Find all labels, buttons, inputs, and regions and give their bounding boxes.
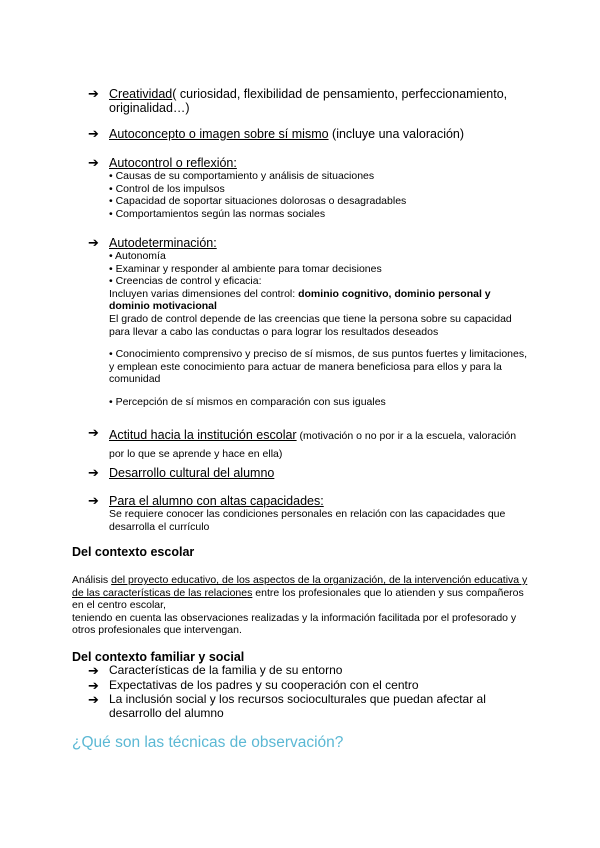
item-heading: Actitud hacia la institución escolar (109, 428, 297, 442)
bullet-item: • Examinar y responder al ambiente para tomar decisiones (109, 262, 382, 275)
bullet-item: • Capacidad de soportar situaciones dolorosas o desagradables (109, 195, 407, 208)
dimensions-bold: dominio cognitivo, dominio personal y dominio motivacional (109, 287, 491, 313)
school-p-rest: entre los profesionales que lo atienden y sus compañeros en el centro escolar, (72, 586, 524, 612)
item-heading-rest: (incluye una valoración) (328, 127, 465, 141)
list-item-creatividad (88, 87, 528, 115)
arrow-icon: ➔ (88, 425, 99, 440)
family-item (88, 679, 528, 693)
control-paragraph: El grado de control depende de las creencias que tiene la persona sobre su capacidad para llevar a cabo las conductas o para lograr los resultados deseados (109, 312, 512, 338)
list-item-altas-capacidades (88, 494, 528, 533)
list-item-desarrollo-cultural (88, 466, 528, 480)
family-item (88, 664, 528, 678)
dimensions-prefix: Incluyen varias dimensiones del control: (109, 287, 299, 300)
heading-observation-techniques: ¿Qué son las técnicas de observación? (72, 734, 344, 751)
bullet-item: • Autonomía (109, 250, 166, 262)
school-paragraph (72, 574, 532, 637)
item-heading: Creatividad (109, 87, 173, 101)
item-heading: Desarrollo cultural del alumno (109, 466, 275, 480)
knowledge-paragraph: • Conocimiento comprensivo y preciso de sí mismos, de sus puntos fuertes y limitaciones, y emplean este conocimiento para actuar de manera beneficiosa para ellos y para la comunidad (109, 348, 528, 386)
section-title-school: Del contexto escolar (72, 545, 195, 559)
control-dimensions (109, 288, 528, 313)
item-heading: Autodeterminación: (109, 236, 217, 250)
bullet-item: • Causas de su comportamiento y análisis de situaciones (109, 170, 375, 182)
bullet-item: • Control de los impulsos (109, 182, 225, 195)
family-item (88, 693, 508, 721)
arrow-icon: ➔ (88, 235, 99, 250)
family-item-text: Expectativas de los padres y su cooperación con el centro (109, 678, 419, 692)
arrow-icon: ➔ (88, 155, 99, 170)
arrow-icon: ➔ (88, 126, 99, 141)
arrow-icon: ➔ (88, 663, 99, 678)
list-item-autodeterminacion (88, 236, 528, 409)
section-title-family: Del contexto familiar y social (72, 650, 245, 664)
family-item-text: La inclusión social y los recursos socioculturales que puedan afectar al desarrollo del alumno (109, 692, 486, 720)
school-p-underlined: del proyecto educativo, de los aspectos de la organización, de la intervención educativa y de las características de las relaciones (72, 574, 528, 599)
list-item-autocontrol (88, 156, 528, 220)
item-heading: Para el alumno con altas capacidades: (109, 494, 324, 508)
family-item-text: Características de la familia y de su entorno (109, 663, 343, 677)
bullet-item: • Comportamientos según las normas sociales (109, 207, 326, 220)
arrow-icon: ➔ (88, 86, 99, 101)
school-p2: teniendo en cuenta las observaciones realizadas y la información facilitada por el profesorado y otros profesionales que intervengan. (72, 611, 517, 637)
arrow-icon: ➔ (88, 493, 99, 508)
item-heading: Autocontrol o reflexión: (109, 156, 237, 170)
item-heading-rest: ( curiosidad, flexibilidad de pensamiento, perfeccionamiento, originalidad…) (109, 87, 508, 115)
item-heading: Autoconcepto o imagen sobre sí mismo (109, 127, 329, 141)
item-heading-rest: (motivación o no por ir a la escuela, valoración por lo que se aprende y hace en ella) (109, 430, 517, 460)
arrow-icon: ➔ (88, 678, 99, 693)
item-subtext: Se requiere conocer las condiciones personales en relación con las capacidades que desarrolla el currículo (109, 508, 506, 533)
list-item-autoconcepto (88, 127, 528, 141)
perception-paragraph: • Percepción de sí mismos en comparación con sus iguales (109, 395, 386, 408)
list-item-actitud (88, 426, 528, 462)
arrow-icon: ➔ (88, 465, 99, 480)
arrow-icon: ➔ (88, 692, 99, 707)
bullet-item: • Creencias de control y eficacia: (109, 275, 262, 288)
school-p-start: Análisis (72, 574, 112, 586)
